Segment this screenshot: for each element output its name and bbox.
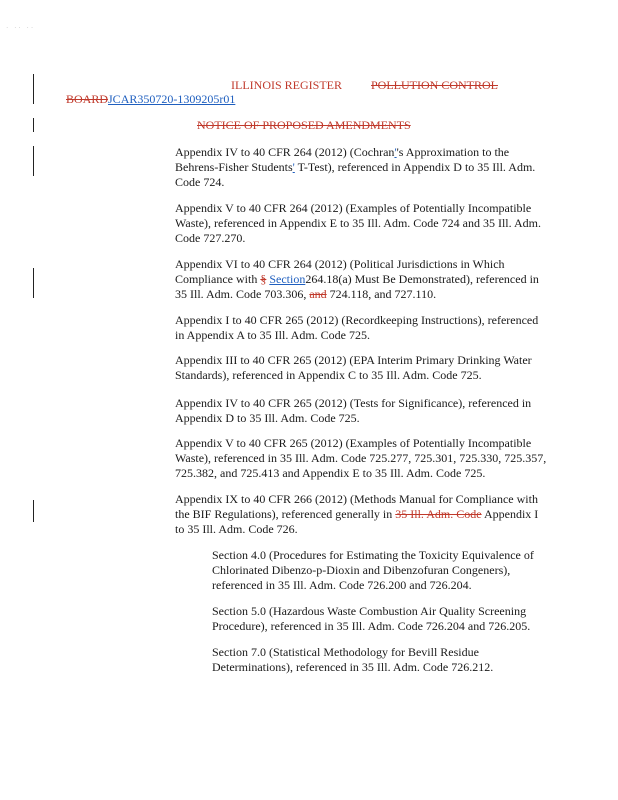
- paragraph-text: [175, 436, 547, 481]
- paragraph-appendix-iii-265: [175, 353, 547, 383]
- text-run: T-Test), referenced in Appendix D to 35 Ill. Adm. Code 724.: [175, 160, 536, 189]
- text-run: 's Approximation to the Behrens-Fisher Students: [175, 145, 510, 174]
- register-title: ILLINOIS REGISTER: [231, 78, 342, 92]
- change-bar: [33, 268, 34, 298]
- inserted-text: ': [394, 145, 397, 159]
- paragraph-appendix-i-265: [175, 313, 547, 343]
- deleted-text: and: [309, 287, 327, 301]
- text-run: Appendix V to 40 CFR 265 (2012) (Examples of Potentially Incompatible Waste), referenced in 35 Ill. Adm. Code 725.277, 725.301, 725.330, 725.357, 725.382, and 725.413 and Appendix E to 35 Ill. Adm. Code 725.: [175, 436, 547, 480]
- header-line-2: [66, 92, 235, 106]
- board-struck-part2: BOARD: [66, 92, 109, 106]
- text-run: Section 4.0 (Procedures for Estimating the Toxicity Equivalence of Chlorinated Dibenzo-p-Dioxin and Dibenzofuran Congeners), referenced in 35 Ill. Adm. Code 726.200 and 726.204.: [212, 548, 534, 592]
- change-bar: [33, 74, 34, 104]
- scan-corner-mark: · ·· ··: [6, 24, 36, 32]
- paragraph-text: [175, 257, 547, 302]
- paragraph-appendix-ix-266: [175, 492, 547, 537]
- paragraph-text: [175, 396, 547, 426]
- paragraph-section-4: [212, 548, 552, 593]
- board-struck-part1: POLLUTION CONTROL: [371, 78, 498, 92]
- paragraph-text: [175, 201, 547, 246]
- text-run: Appendix V to 40 CFR 264 (2012) (Examples of Potentially Incompatible Waste), referenced in Appendix E to 35 Ill. Adm. Code 724 and 35 Ill. Adm. Code 727.270.: [175, 201, 541, 245]
- paragraph-appendix-iv-264: [175, 145, 547, 190]
- paragraph-appendix-v-264: [175, 201, 547, 246]
- paragraph-text: [175, 492, 547, 537]
- paragraph-appendix-v-265: [175, 436, 547, 481]
- jcar-identifier: JCAR350720-1309205r01: [108, 92, 236, 106]
- paragraph-text: [212, 548, 552, 593]
- deleted-text: 35 Ill. Adm. Code: [395, 507, 482, 521]
- text-run: Section 5.0 (Hazardous Waste Combustion Air Quality Screening Procedure), referenced in 35 Ill. Adm. Code 726.204 and 726.205.: [212, 604, 531, 633]
- text-run: 724.118, and 727.110.: [326, 287, 437, 301]
- paragraph-appendix-iv-265: [175, 396, 547, 426]
- text-run: Section 7.0 (Statistical Methodology for Bevill Residue Determinations), referenced in 35 Ill. Adm. Code 726.212.: [212, 645, 494, 674]
- text-run: Appendix I to 40 CFR 265 (2012) (Recordkeeping Instructions), referenced in Appendix A to 35 Ill. Adm. Code 725.: [175, 313, 539, 342]
- change-bar: [33, 500, 34, 522]
- paragraph-text: [212, 645, 552, 675]
- text-run: Appendix I to 35 Ill. Adm. Code 726.: [175, 507, 539, 536]
- inserted-text: ': [292, 160, 295, 174]
- paragraph-section-5: [212, 604, 552, 634]
- change-bar: [33, 118, 34, 132]
- notice-title: NOTICE OF PROPOSED AMENDMENTS: [197, 118, 411, 132]
- paragraph-appendix-vi-264: [175, 257, 547, 302]
- text-run: 264.18(a) Must Be Demonstrated), referenced in 35 Ill. Adm. Code 703.306,: [175, 272, 539, 301]
- paragraph-text: [175, 145, 547, 190]
- paragraph-text: [212, 604, 552, 634]
- text-run: Appendix IV to 40 CFR 265 (2012) (Tests for Significance), referenced in Appendix D to 35 Ill. Adm. Code 725.: [175, 396, 532, 425]
- deleted-text: §: [260, 272, 267, 286]
- text-run: Appendix IX to 40 CFR 266 (2012) (Methods Manual for Compliance with the BIF Regulations), referenced generally in: [175, 492, 538, 521]
- text-run: Appendix IV to 40 CFR 264 (2012) (Cochran: [175, 145, 395, 159]
- text-run: Appendix III to 40 CFR 265 (2012) (EPA Interim Primary Drinking Water Standards), referenced in Appendix C to 35 Ill. Adm. Code 725.: [175, 353, 532, 382]
- paragraph-section-7: [212, 645, 552, 675]
- text-run: Appendix VI to 40 CFR 264 (2012) (Political Jurisdictions in Which Compliance with: [175, 257, 505, 286]
- paragraph-text: [175, 313, 547, 343]
- change-bar: [33, 146, 34, 176]
- inserted-text: Section: [269, 272, 306, 286]
- paragraph-text: [175, 353, 547, 383]
